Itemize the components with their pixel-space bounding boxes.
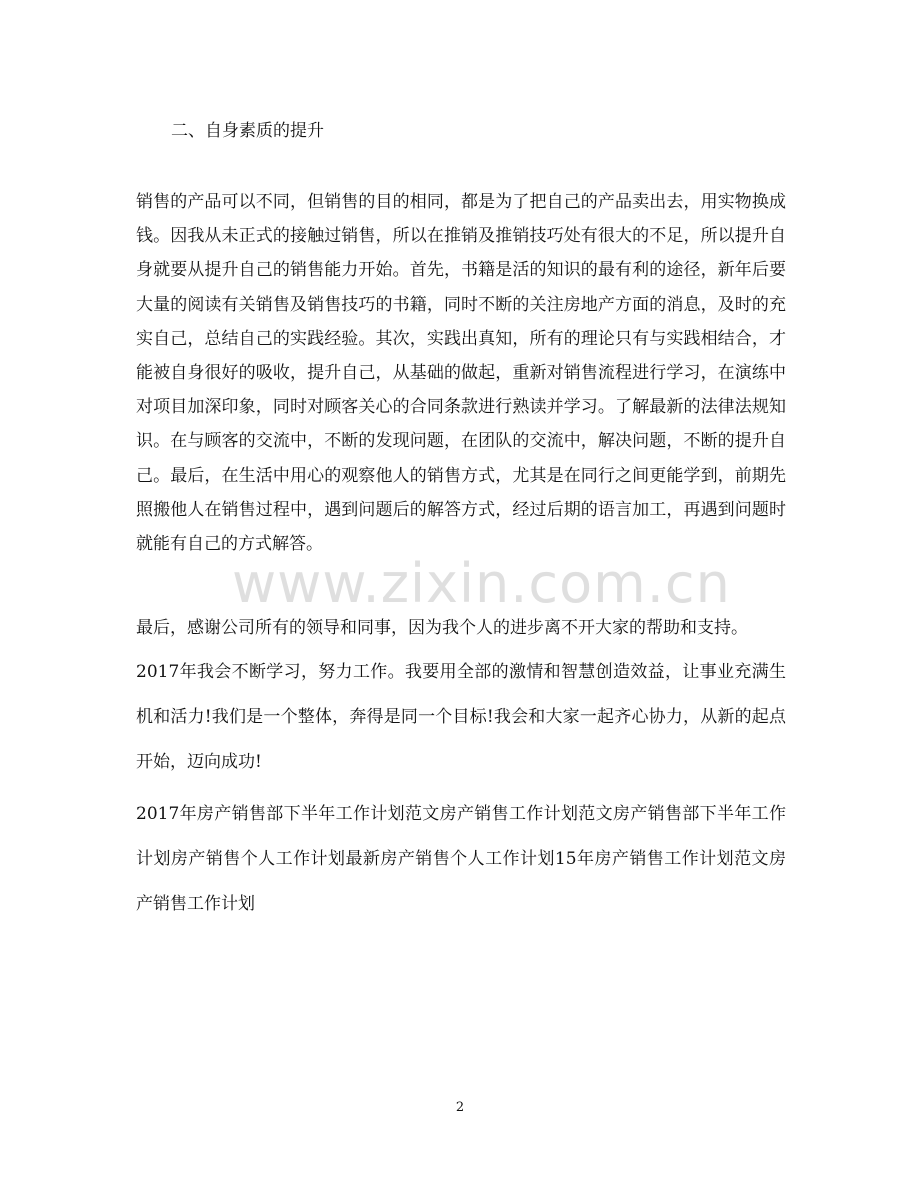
paragraph-self-improvement: 销售的产品可以不同，但销售的目的相同，都是为了把自己的产品卖出去，用实物换成钱。因我从未正式的接触过销售，所以在推销及推销技巧处有很大的不足，所以提升自身就要从提升自己的销售能力开始。首先，书籍是活的知识的最有利的途径，新年后要大量的阅读有关销售及销售技巧的书籍，同时不断的关注房地产方面的消息，及时的充实自己，总结自己的实践经验。其次，实践出真知，所有的理论只有与实践相结合，才能被自身很好的吸收，提升自己，从基础的做起，重新对销售流程进行学习，在演练中对项目加深印象，同时对顾客关心的合同条款进行熟读并学习。了解最新的法律法规知识。在与顾客的交流中，不断的发现问题，在团队的交流中，解决问题，不断的提升自己。最后，在生活中用心的观察他人的销售方式，尤其是在同行之间更能学到，前期先照搬他人在销售过程中，遇到问题后的解答方式，经过后期的语言加工，再遇到问题时就能有自己的方式解答。	[136, 192, 786, 555]
paragraph-thanks: 最后，感谢公司所有的领导和同事，因为我个人的进步离不开大家的帮助和支持。	[136, 618, 748, 638]
paragraph-related-titles: 2017年房产销售部下半年工作计划范文房产销售工作计划范文房产销售部下半年工作计划房产销售个人工作计划最新房产销售个人工作计划15年房产销售工作计划范文房产销售工作计划	[136, 804, 786, 914]
section-heading: 二、自身素质的提升	[171, 121, 324, 141]
watermark: www.zixin.com.cn	[232, 552, 731, 615]
page-number: 2	[455, 1100, 465, 1115]
paragraph-2017-plan: 2017年我会不断学习，努力工作。我要用全部的激情和智慧创造效益，让事业充满生机和活力!我们是一个整体，奔得是同一个目标!我会和大家一起齐心协力，从新的起点开始，迈向成功!	[136, 662, 786, 772]
